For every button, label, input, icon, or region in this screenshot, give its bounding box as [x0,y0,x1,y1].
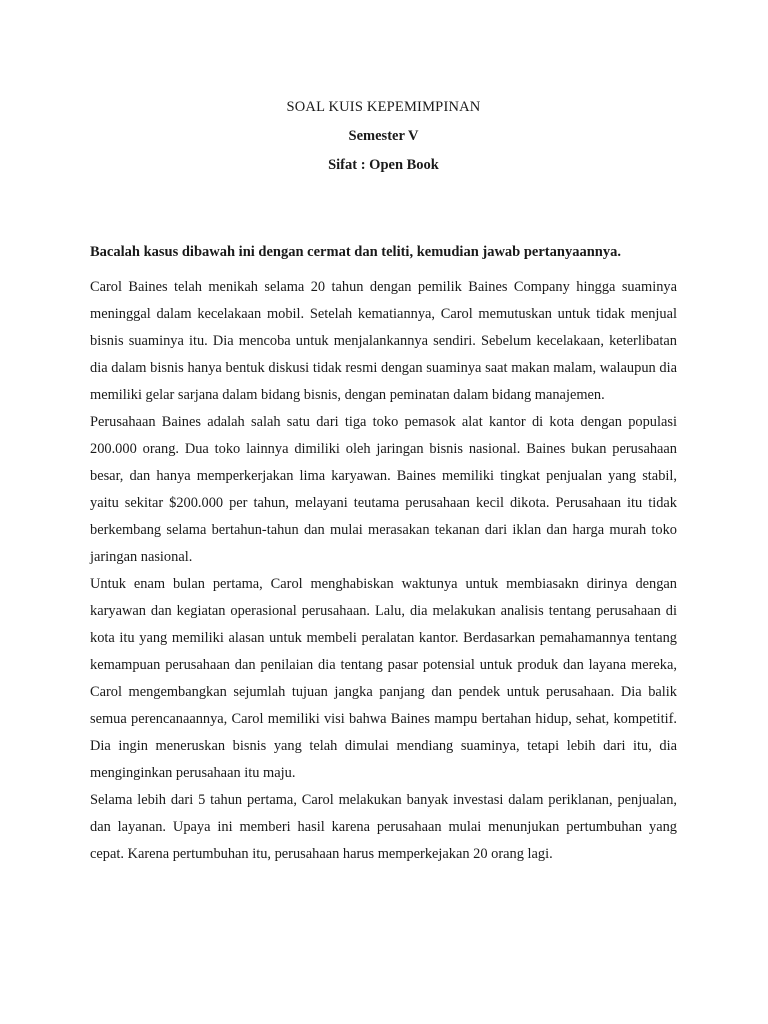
case-text [90,274,677,868]
document-title: SOAL KUIS KEPEMIMPINAN [286,99,481,115]
instruction-text: Bacalah kasus dibawah ini dengan cermat dan teliti, kemudian jawab pertanyaannya. [90,244,621,260]
document-header [90,0,677,180]
paragraph-1: Carol Baines telah menikah selama 20 tahun dengan pemilik Baines Company hingga suaminya meninggal dalam kecelakaan mobil. Setelah kematiannya, Carol memutuskan untuk tidak menjual bisnis suaminya itu. Dia mencoba untuk menjalankannya sendiri. Sebelum kecelakaan, keterlibatan dia dalam bisnis hanya bentuk diskusi tidak resmi dengan suaminya saat makan malam, walaupun dia memiliki gelar sarjana dalam bidang bisnis, dengan peminatan dalam bidang manajemen. [90,279,677,403]
paragraph-2: Perusahaan Baines adalah salah satu dari tiga toko pemasok alat kantor di kota dengan populasi 200.000 orang. Dua toko lainnya dimiliki oleh jaringan bisnis nasional. Baines bukan perusahaan besar, dan hanya memperkerjakan lima karyawan. Baines memiliki tingkat penjualan yang stabil, yaitu sekitar $200.000 per tahun, melayani teutama perusahaan kecil dikota. Perusahaan itu tidak berkembang selama bertahun-tahun dan mulai merasakan tekanan dari iklan dan harga murah toko jaringan nasional. [90,414,677,565]
sifat-label: Sifat : Open Book [328,157,439,173]
semester-label: Semester V [348,128,419,144]
paragraph-3: Untuk enam bulan pertama, Carol menghabiskan waktunya untuk membiasakn dirinya dengan karyawan dan kegiatan operasional perusahaan. Lalu, dia melakukan analisis tentang perusahaan di kota itu yang memiliki alasan untuk membeli peralatan kantor. Berdasarkan pemahamannya tentang kemampuan perusahaan dan penilaian dia tentang pasar potensial untuk produk dan layana mereka, Carol mengembangkan sejumlah tujuan jangka panjang dan pendek untuk perusahaan. Dia balik semua perencanaannya, Carol memiliki visi bahwa Baines mampu bertahan hidup, sehat, kompetitif. Dia ingin meneruskan bisnis yang telah dimulai mendiang suaminya, tetapi lebih dari itu, dia menginginkan perusahaan itu maju. [90,576,677,781]
paragraph-4: Selama lebih dari 5 tahun pertama, Carol melakukan banyak investasi dalam periklanan, penjualan, dan layanan. Upaya ini memberi hasil karena perusahaan mulai menunjukan pertumbuhan yang cepat. Karena pertumbuhan itu, perusahaan harus memperkejakan 20 orang lagi. [90,792,677,862]
